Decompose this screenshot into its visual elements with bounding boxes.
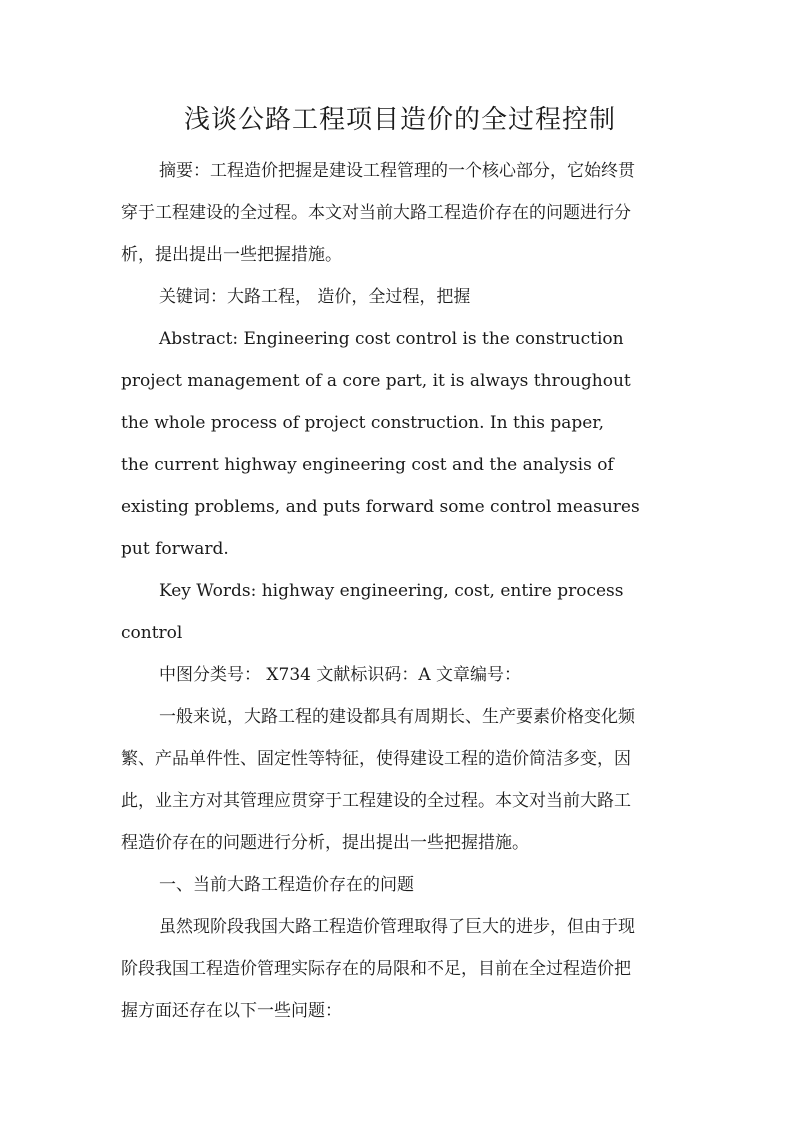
section-line: 握方面还存在以下一些问题： xyxy=(121,1001,342,1021)
keywords-en xyxy=(121,570,681,654)
abstract-en-line: Abstract: Engineering cost control is the construction xyxy=(159,329,624,349)
abstract-en-line: the current highway engineering cost and the analysis of xyxy=(121,455,614,475)
intro-line: 一般来说，大路工程的建设都具有周期长、生产要素价格变化频 xyxy=(159,707,635,727)
classification-line: 中图分类号： X734 文献标识码：A 文章编号： xyxy=(159,665,522,685)
abstract-cn-line: 摘要：工程造价把握是建设工程管理的一个核心部分，它始终贯 xyxy=(159,161,635,181)
keywords-cn: 关键词：大路工程， 造价，全过程，把握 xyxy=(159,287,471,307)
intro-paragraph xyxy=(121,696,681,864)
abstract-en-line: the whole process of project construction. In this paper, xyxy=(121,413,604,433)
intro-line: 此，业主方对其管理应贯穿于工程建设的全过程。本文对当前大路工 xyxy=(121,791,631,811)
document-body xyxy=(121,150,681,1032)
section-line: 阶段我国工程造价管理实际存在的局限和不足，目前在全过程造价把 xyxy=(121,959,631,979)
abstract-cn-line: 穿于工程建设的全过程。本文对当前大路工程造价存在的问题进行分 xyxy=(121,203,631,223)
intro-line: 程造价存在的问题进行分析，提出提出一些把握措施。 xyxy=(121,833,529,853)
section-line: 虽然现阶段我国大路工程造价管理取得了巨大的进步，但由于现 xyxy=(159,917,635,937)
keywords-en-line: Key Words: highway engineering, cost, entire process xyxy=(159,581,624,601)
section-paragraph xyxy=(121,906,681,1032)
abstract-cn xyxy=(121,150,681,276)
abstract-cn-line: 析，提出提出一些把握措施。 xyxy=(121,245,342,265)
document-title: 浅谈公路工程项目造价的全过程控制 xyxy=(183,105,616,135)
abstract-en-line: project management of a core part, it is always throughout xyxy=(121,371,631,391)
section-heading: 一、当前大路工程造价存在的问题 xyxy=(159,875,414,895)
abstract-en xyxy=(121,318,681,570)
abstract-en-line: existing problems, and puts forward some control measures xyxy=(121,497,640,517)
keywords-en-line: control xyxy=(121,623,183,643)
abstract-en-line: put forward. xyxy=(121,539,229,559)
intro-line: 繁、产品单件性、固定性等特征，使得建设工程的造价简洁多变，因 xyxy=(121,749,631,769)
